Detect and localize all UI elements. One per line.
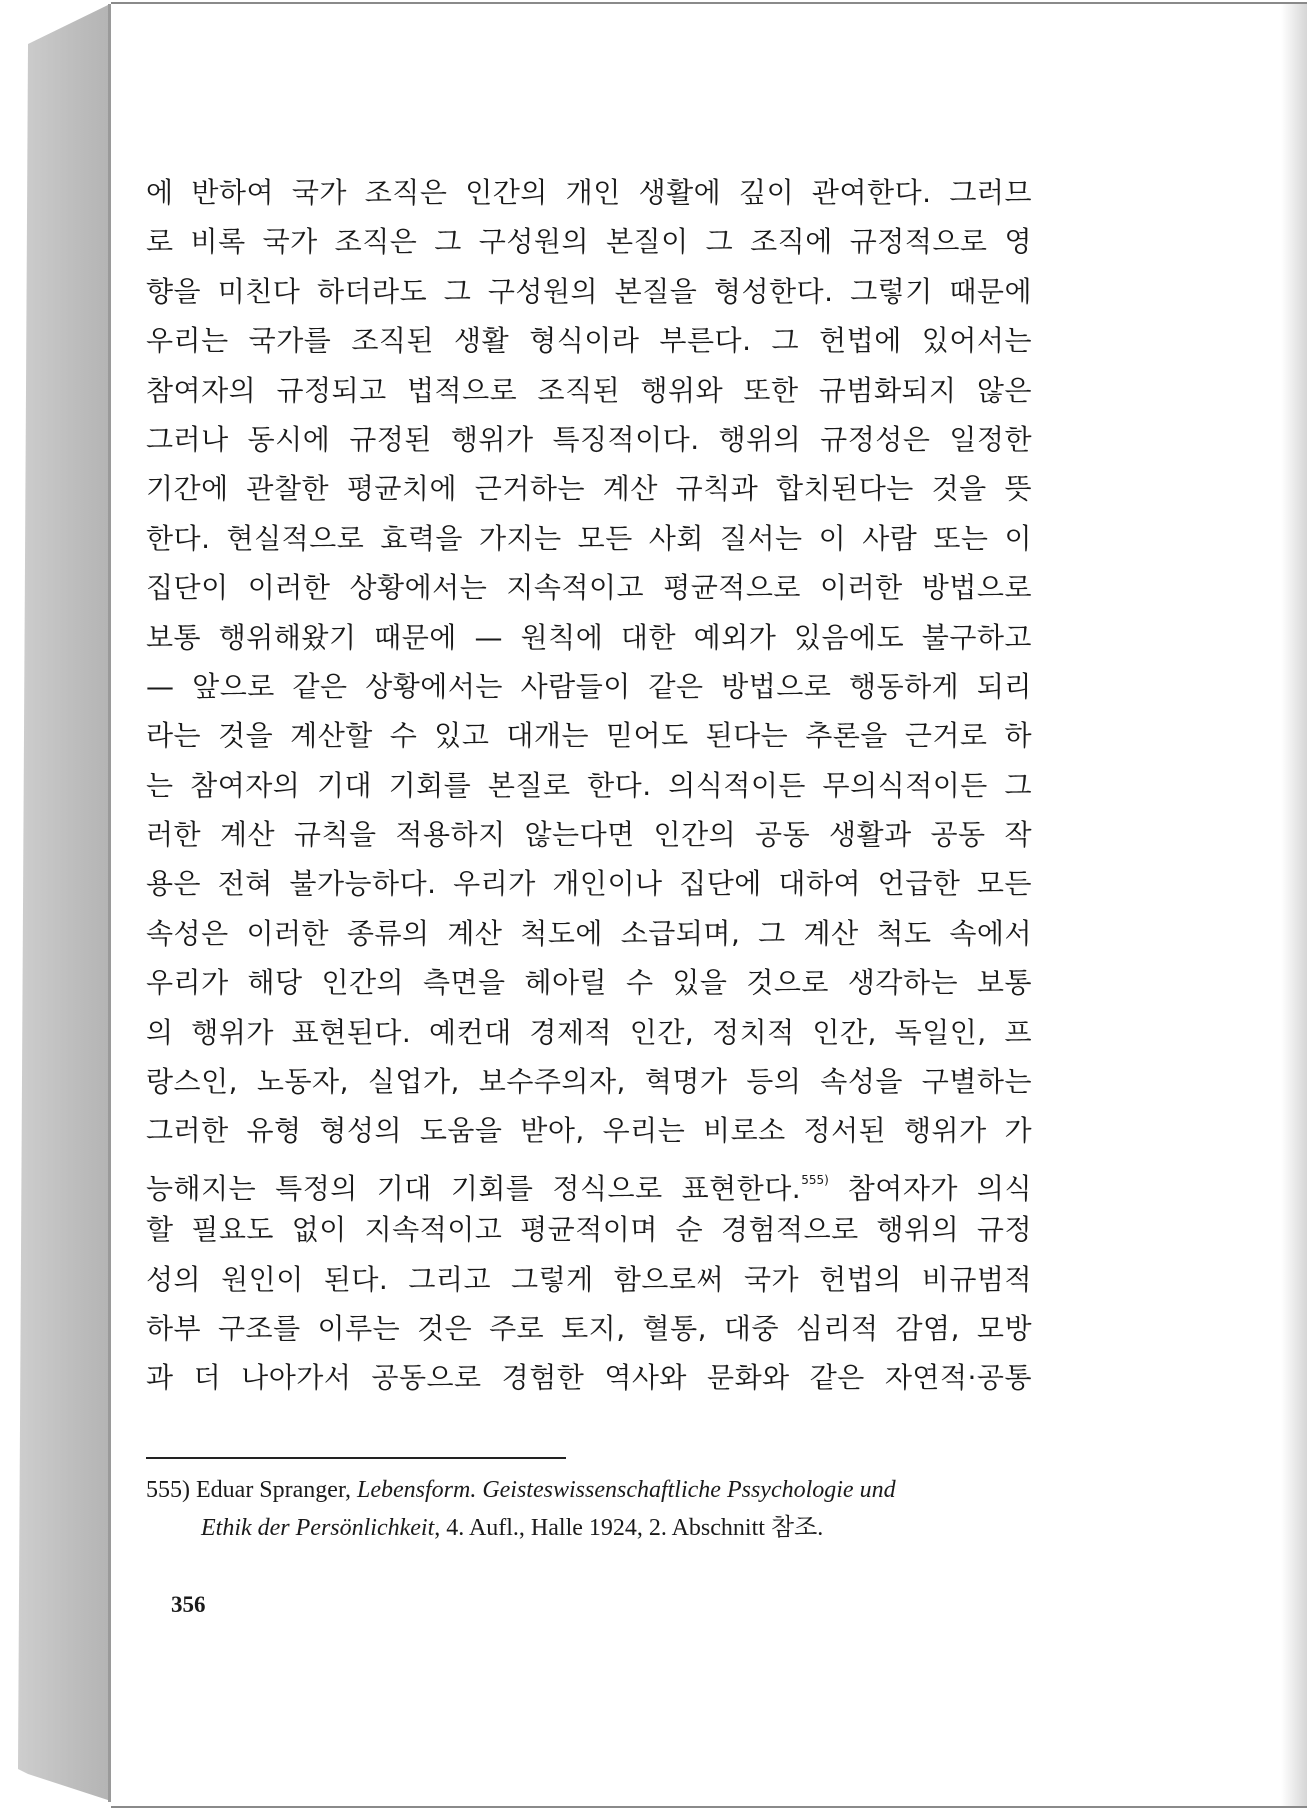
text-line: 에 반하여 국가 조직은 인간의 개인 생활에 깊이 관여한다. 그러므 [146,176,1032,209]
text-line: 랑스인, 노동자, 실업가, 보수주의자, 혁명가 등의 속성을 구별하는 [146,1065,1032,1099]
text-line: 러한 계산 규칙을 적용하지 않는다면 인간의 공동 생활과 공동 작 [146,818,1032,852]
text-line: 그러나 동시에 규정된 행위가 특징적이다. 행위의 규정성은 일정한 [146,422,1032,456]
footnote-number: 555) [146,1477,190,1503]
text-line: 할 필요도 없이 지속적이고 평균적이며 순 경험적으로 행위의 규정 [146,1213,1032,1247]
book-spine-side [14,4,114,1802]
page-edge-shadow [1281,4,1307,1806]
page-number: 356 [171,1592,206,1617]
footnote-reference[interactable]: 555) [801,1172,829,1187]
text-line: 속성은 이러한 종류의 계산 척도에 소급되며, 그 계산 척도 속에서 [146,916,1032,950]
text-segment: 참여자가 의식 [828,1171,1032,1205]
body-text [146,168,1032,1403]
text-line: 향을 미친다 하더라도 그 구성원의 본질을 형성한다. 그렇기 때문에 [146,274,1032,308]
footnote [146,1471,1046,1547]
text-line-with-footnote-ref [146,1156,1032,1205]
text-line: 성의 원인이 된다. 그리고 그렇게 함으로써 국가 헌법의 비규범적 [146,1262,1032,1296]
text-line: 라는 것을 계산할 수 있고 대개는 믿어도 된다는 추론을 근거로 하 [146,719,1032,753]
footnote-title: Lebensform. Geisteswissenschaftliche Pssychologie und [356,1477,896,1503]
footnote-line [146,1509,1046,1547]
text-line: — 앞으로 같은 상황에서는 사람들이 같은 방법으로 행동하게 되리 [146,669,1032,703]
text-line: 보통 행위해왔기 때문에 — 원칙에 대한 예외가 있음에도 불구하고 [146,620,1032,654]
text-line: 한다. 현실적으로 효력을 가지는 모든 사회 질서는 이 사람 또는 이 [146,521,1032,555]
text-line: 하부 구조를 이루는 것은 주로 토지, 혈통, 대중 심리적 감염, 모방 [146,1311,1032,1345]
text-line: 기간에 관찰한 평균치에 근거하는 계산 규칙과 합치된다는 것을 뜻 [146,472,1032,506]
text-line: 의 행위가 표현된다. 예컨대 경제적 인간, 정치적 인간, 독일인, 프 [146,1015,1032,1049]
text-line: 용은 전혀 불가능하다. 우리가 개인이나 집단에 대하여 언급한 모든 [146,867,1032,901]
footnote-author: Eduar Spranger, [196,1477,357,1503]
text-line: 집단이 이러한 상황에서는 지속적이고 평균적으로 이러한 방법으로 [146,571,1032,605]
text-line: 우리가 해당 인간의 측면을 헤아릴 수 있을 것으로 생각하는 보통 [146,966,1032,1000]
text-line: 참여자의 규정되고 법적으로 조직된 행위와 또한 규범화되지 않은 [146,373,1032,407]
footnote-line [146,1471,1046,1509]
footnote-citation: , 4. Aufl., Halle 1924, 2. Abschnitt 참조. [434,1515,824,1541]
text-segment: 능해지는 특정의 기대 기회를 정식으로 표현한다. [146,1171,802,1205]
text-line: 과 더 나아가서 공동으로 경험한 역사와 문화와 같은 자연적·공통 [146,1361,1032,1395]
footnote-separator [146,1457,566,1459]
text-line: 로 비록 국가 조직은 그 구성원의 본질이 그 조직에 규정적으로 영 [146,225,1032,259]
footnote-title: Ethik der Persönlichkeit [201,1515,435,1541]
text-line: 그러한 유형 형성의 도움을 받아, 우리는 비로소 정서된 행위가 가 [146,1114,1032,1148]
text-line: 는 참여자의 기대 기회를 본질로 한다. 의식적이든 무의식적이든 그 [146,768,1032,802]
text-line: 우리는 국가를 조직된 생활 형식이라 부른다. 그 헌법에 있어서는 [146,324,1032,358]
